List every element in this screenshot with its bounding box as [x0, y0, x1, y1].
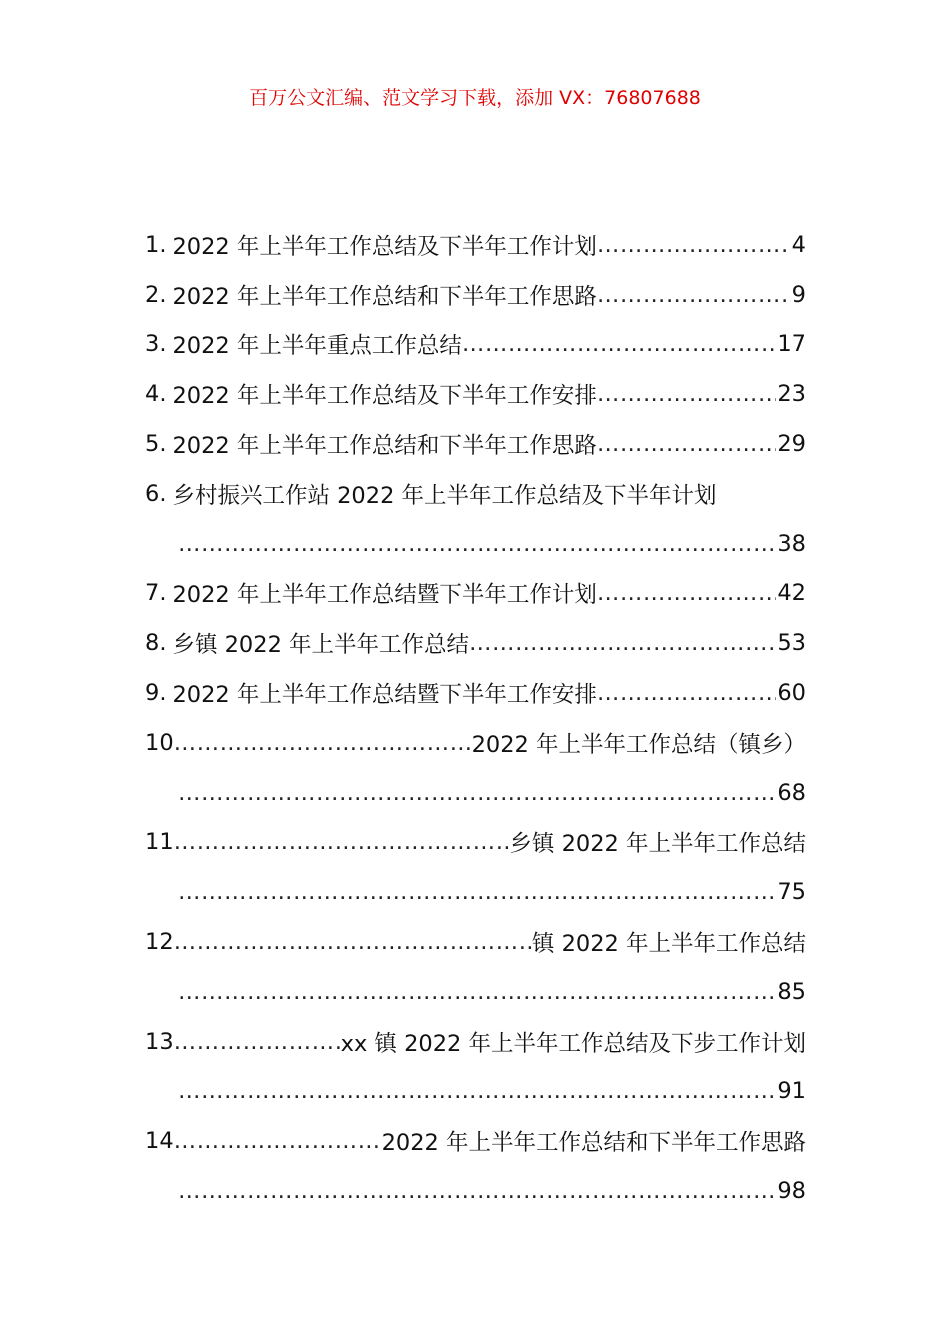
toc-number: 11 — [145, 829, 174, 856]
toc-entry-11[interactable] — [145, 818, 806, 868]
header-notice: 百万公文汇编、范文学习下载，添加 VX：76807688 — [249, 87, 701, 109]
dot-leader — [174, 730, 472, 756]
dot-leader — [174, 829, 510, 855]
toc-number: 13 — [145, 1028, 174, 1055]
dot-leader — [462, 331, 776, 357]
toc-number: 14 — [145, 1128, 174, 1155]
toc-entry-7[interactable] — [145, 569, 806, 619]
toc-entry-12[interactable] — [145, 917, 806, 967]
toc-page-number: 29 — [777, 431, 806, 458]
dot-leader — [597, 580, 776, 606]
toc-entry-6-continuation[interactable] — [145, 519, 806, 569]
dot-leader — [597, 232, 791, 258]
dot-leader — [469, 630, 776, 656]
dot-leader — [178, 979, 776, 1005]
toc-entry-13-continuation[interactable] — [145, 1067, 806, 1117]
toc-page-number: 42 — [777, 580, 806, 607]
toc-page-number: 17 — [777, 331, 806, 358]
toc-title: 2022 年上半年工作总结和下半年工作思路 — [172, 433, 597, 460]
toc-title: 镇 2022 年上半年工作总结 — [531, 931, 806, 958]
toc-number: 4. — [145, 381, 167, 408]
toc-number: 8. — [145, 630, 167, 657]
toc-number: 6. — [145, 480, 167, 507]
toc-title: 乡村振兴工作站 2022 年上半年工作总结及下半年计划 — [172, 482, 717, 509]
toc-title: 2022 年上半年工作总结暨下半年工作安排 — [172, 682, 597, 709]
toc-entry-3[interactable] — [145, 320, 806, 370]
toc-title: 乡镇 2022 年上半年工作总结 — [509, 831, 806, 858]
toc-number: 12 — [145, 929, 174, 956]
toc-page-number: 60 — [777, 680, 806, 707]
toc-entry-14-continuation[interactable] — [145, 1166, 806, 1216]
toc-title: 2022 年上半年工作总结暨下半年工作计划 — [172, 582, 597, 609]
toc-number: 10 — [145, 729, 174, 756]
dot-leader — [597, 431, 776, 457]
toc-title: 2022 年上半年工作总结和下半年工作思路 — [172, 283, 597, 310]
dot-leader — [597, 282, 791, 308]
toc-title: 2022 年上半年工作总结及下半年工作安排 — [172, 383, 597, 410]
table-of-contents — [145, 220, 806, 1216]
dot-leader — [174, 929, 532, 955]
dot-leader — [178, 1178, 776, 1204]
toc-page-number: 53 — [777, 630, 806, 657]
dot-leader — [178, 780, 776, 806]
toc-entry-2[interactable] — [145, 270, 806, 320]
toc-entry-10-continuation[interactable] — [145, 768, 806, 818]
toc-number: 5. — [145, 431, 167, 458]
toc-entry-13[interactable] — [145, 1017, 806, 1067]
toc-title: 2022 年上半年重点工作总结 — [172, 333, 462, 360]
toc-number: 2. — [145, 281, 167, 308]
toc-number: 9. — [145, 680, 167, 707]
toc-entry-1[interactable] — [145, 220, 806, 270]
toc-page-number: 23 — [777, 381, 806, 408]
dot-leader — [178, 879, 776, 905]
toc-title: 2022 年上半年工作总结（镇乡） — [471, 731, 806, 758]
toc-title: 2022 年上半年工作总结及下半年工作计划 — [172, 233, 597, 260]
toc-entry-8[interactable] — [145, 618, 806, 668]
toc-entry-4[interactable] — [145, 369, 806, 419]
toc-page-number: 4 — [791, 231, 806, 258]
toc-number: 3. — [145, 331, 167, 358]
toc-title: 2022 年上半年工作总结和下半年工作思路 — [381, 1130, 806, 1157]
toc-number: 7. — [145, 580, 167, 607]
toc-entry-9[interactable] — [145, 668, 806, 718]
toc-page-number: 68 — [777, 779, 806, 806]
toc-entry-5[interactable] — [145, 419, 806, 469]
toc-page-number: 98 — [777, 1178, 806, 1205]
dot-leader — [174, 1029, 341, 1055]
toc-page-number: 75 — [777, 879, 806, 906]
dot-leader — [178, 531, 776, 557]
dot-leader — [174, 1128, 382, 1154]
dot-leader — [597, 680, 776, 706]
toc-entry-10[interactable] — [145, 718, 806, 768]
toc-entry-14[interactable] — [145, 1116, 806, 1166]
toc-entry-11-continuation[interactable] — [145, 867, 806, 917]
toc-title: 乡镇 2022 年上半年工作总结 — [172, 632, 470, 659]
toc-title: xx 镇 2022 年上半年工作总结及下步工作计划 — [340, 1030, 806, 1057]
toc-page-number: 91 — [777, 1078, 806, 1105]
toc-entry-12-continuation[interactable] — [145, 967, 806, 1017]
toc-page-number: 38 — [777, 530, 806, 557]
dot-leader — [178, 1078, 776, 1104]
toc-page-number: 9 — [791, 281, 806, 308]
dot-leader — [597, 381, 776, 407]
toc-number: 1. — [145, 231, 167, 258]
toc-page-number: 85 — [777, 978, 806, 1005]
toc-entry-6[interactable] — [145, 469, 806, 519]
